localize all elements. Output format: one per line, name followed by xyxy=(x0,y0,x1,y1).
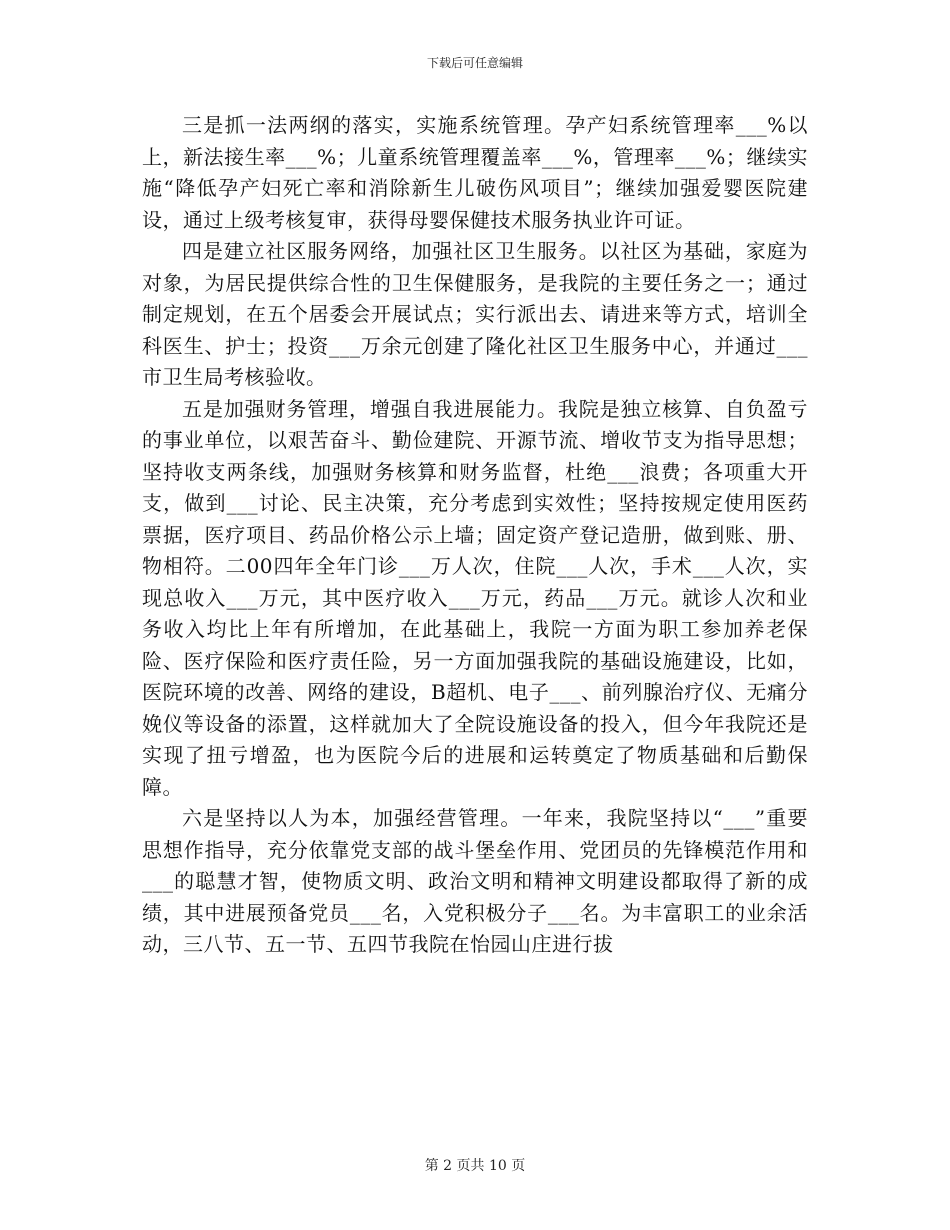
document-body xyxy=(142,110,808,961)
paragraph-item: 四是建立社区服务网络，加强社区卫生服务。以社区为基础，家庭为对象，为居民提供综合性的卫生保健服务，是我院的主要任务之一；通过制定规划，在五个居委会开展试点；实行派出去、请进来等方式，培训全科医生、护士；投资___万余元创建了隆化社区卫生服务中心，并通过___市卫生局考核验收。 xyxy=(142,239,808,389)
page-number: 第 2 页共 10 页 xyxy=(424,1158,526,1174)
paragraph-item: 五是加强财务管理，增强自我进展能力。我院是独立核算、自负盈亏的事业单位，以艰苦奋斗、勤俭建院、开源节流、增收节支为指导思想；坚持收支两条线，加强财务核算和财务监督，杜绝___浪费；各项重大开支，做到___讨论、民主决策，充分考虑到实效性；坚持按规定使用医药票据，医疗项目、药品价格公示上墙；固定资产登记造册，做到账、册、物相符。二00四年全年门诊___万人次，住院___人次，手术___人次，实现总收入___万元，其中医疗收入___万元，药品___万元。就诊人次和业务收入均比上年有所增加，在此基础上，我院一方面为职工参加养老保险、医疗保险和医疗责任险，另一方面加强我院的基础设施建设，比如，医院环境的改善、网络的建设，B超机、电子___、前列腺治疗仪、无痛分娩仪等设备的添置，这样就加大了全院设施设备的投入，但今年我院还是实现了扭亏增盈，也为医院今后的进展和运转奠定了物质基础和后勤保障。 xyxy=(142,396,808,799)
paragraph-item: 六是坚持以人为本，加强经营管理。一年来，我院坚持以“___”重要思想作指导，充分依靠党支部的战斗堡垒作用、党团员的先锋模范作用和___的聪慧才智，使物质文明、政治文明和精神文明建设都取得了新的成绩，其中进展预备党员___名，入党积极分子___名。为丰富职工的业余活动，三八节、五一节、五四节我院在怡园山庄进行拔 xyxy=(142,806,808,956)
paragraph-item: 三是抓一法两纲的落实，实施系统管理。孕产妇系统管理率___%以上，新法接生率___%；儿童系统管理覆盖率___%，管理率___%；继续实施“降低孕产妇死亡率和消除新生儿破伤风项目”；继续加强爱婴医院建设，通过上级考核复审，获得母婴保健技术服务执业许可证。 xyxy=(142,113,808,232)
page-header-note: 下载后可任意编辑 xyxy=(426,56,523,70)
